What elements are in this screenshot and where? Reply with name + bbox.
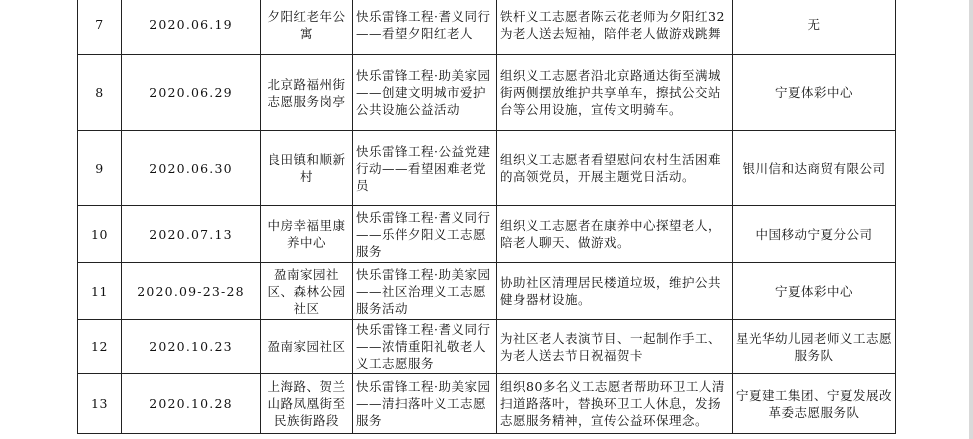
row-date: 2020.10.28 bbox=[122, 374, 261, 434]
row-content: 为社区老人表演节目、一起制作手工、为老人送去节日祝福贺卡 bbox=[497, 320, 733, 374]
row-location: 上海路、贺兰山路凤凰街至民族街路段 bbox=[261, 374, 353, 434]
row-partner: 宁夏体彩中心 bbox=[733, 263, 896, 320]
table-row bbox=[78, 131, 896, 206]
row-number: 10 bbox=[78, 206, 122, 263]
row-number: 12 bbox=[78, 320, 122, 374]
row-content: 组织义工志愿者在康养中心探望老人，陪老人聊天、做游戏。 bbox=[497, 206, 733, 263]
row-content: 组织80多名义工志愿者帮助环卫工人清扫道路落叶，替换环卫工人休息，发扬志愿服务精神，宣传公益环保理念。 bbox=[497, 374, 733, 434]
table-row bbox=[78, 206, 896, 263]
row-location: 良田镇和顺新村 bbox=[261, 131, 353, 206]
activity-table bbox=[77, 0, 896, 434]
row-number: 8 bbox=[78, 55, 122, 131]
row-content: 组织义工志愿者看望慰问农村生活困难的高领党员，开展主题党日活动。 bbox=[497, 131, 733, 206]
row-partner: 无 bbox=[733, 0, 896, 55]
row-number: 9 bbox=[78, 131, 122, 206]
row-location: 夕阳红老年公寓 bbox=[261, 0, 353, 55]
row-partner: 银川信和达商贸有限公司 bbox=[733, 131, 896, 206]
row-project: 快乐雷锋工程·耆义同行——看望夕阳红老人 bbox=[353, 0, 497, 55]
row-location: 盈南家园社区 bbox=[261, 320, 353, 374]
row-location: 中房幸福里康养中心 bbox=[261, 206, 353, 263]
row-date: 2020.06.30 bbox=[122, 131, 261, 206]
row-number: 11 bbox=[78, 263, 122, 320]
row-number: 13 bbox=[78, 374, 122, 434]
table-row bbox=[78, 55, 896, 131]
row-partner: 星光华幼儿园老师义工志愿服务队 bbox=[733, 320, 896, 374]
row-partner: 宁夏建工集团、宁夏发展改革委志愿服务队 bbox=[733, 374, 896, 434]
table-row bbox=[78, 320, 896, 374]
row-date: 2020.07.13 bbox=[122, 206, 261, 263]
row-location: 盈南家园社区、森林公园社区 bbox=[261, 263, 353, 320]
row-partner: 中国移动宁夏分公司 bbox=[733, 206, 896, 263]
row-date: 2020.06.19 bbox=[122, 0, 261, 55]
row-project: 快乐雷锋工程·耆义同行——浓情重阳礼敬老人义工志愿服务 bbox=[353, 320, 497, 374]
row-date: 2020.06.29 bbox=[122, 55, 261, 131]
row-date: 2020.09-23-28 bbox=[122, 263, 261, 320]
row-partner: 宁夏体彩中心 bbox=[733, 55, 896, 131]
row-project: 快乐雷锋工程·助美家园——清扫落叶义工志愿服务 bbox=[353, 374, 497, 434]
row-project: 快乐雷锋工程·助美家园——社区治理义工志愿服务活动 bbox=[353, 263, 497, 320]
row-content: 协助社区清理居民楼道垃圾，维护公共健身器材设施。 bbox=[497, 263, 733, 320]
scroll-edge bbox=[969, 0, 973, 439]
table-row bbox=[78, 0, 896, 55]
row-project: 快乐雷锋工程·助美家园——创建文明城市爱护公共设施公益活动 bbox=[353, 55, 497, 131]
row-date: 2020.10.23 bbox=[122, 320, 261, 374]
row-project: 快乐雷锋工程·耆义同行——乐伴夕阳义工志愿服务 bbox=[353, 206, 497, 263]
row-project: 快乐雷锋工程·公益党建行动——看望困难老党员 bbox=[353, 131, 497, 206]
row-location: 北京路福州街志愿服务岗亭 bbox=[261, 55, 353, 131]
row-content: 组织义工志愿者沿北京路通达街至满城街两侧摆放维护共享单车，擦拭公交站台等公用设施，宣传文明骑车。 bbox=[497, 55, 733, 131]
row-content: 铁杆义工志愿者陈云花老师为夕阳红32为老人送去短袖，陪伴老人做游戏跳舞 bbox=[497, 0, 733, 55]
table-row bbox=[78, 374, 896, 434]
row-number: 7 bbox=[78, 0, 122, 55]
table-row bbox=[78, 263, 896, 320]
